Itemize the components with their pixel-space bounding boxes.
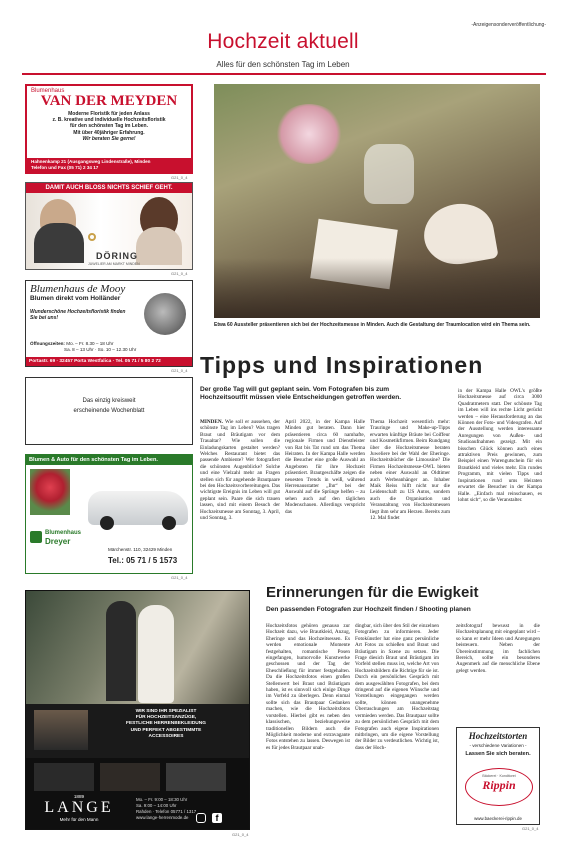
page-title: Hochzeit aktuell bbox=[207, 30, 359, 53]
ad-mooy-wish: Wunderschöne Hochzeitsfloristik finden Sie bei uns! bbox=[30, 309, 126, 321]
ad-dreyer-address: Märchenstr. 110, 32429 Minden bbox=[108, 547, 173, 552]
article1-title: Tipps und Inspirationen bbox=[200, 352, 484, 378]
article1-col2 bbox=[285, 419, 365, 515]
ad-lange-special: ACCESSOIRES bbox=[148, 733, 184, 739]
article1-lead: Der große Tag will gut geplant sein. Vom Fotografen bis zum Hochzeitsoutfit müssen viele Entscheidungen getroffen werden. bbox=[200, 386, 402, 402]
article1-col4 bbox=[458, 388, 542, 503]
ad-rippin bbox=[456, 727, 540, 825]
ad-meyden-address: Hahnenkamp 21 (Ausgangsweg Lindenstraße), Minden bbox=[31, 159, 151, 164]
ad-code: G21_0_4 bbox=[171, 368, 188, 373]
article2-text: dingbar, sich über den Stil der einzelnen Fotografen zu informieren. Jeder Fotokünstler hat eine ganz persönliche Art Fotos zu schießen und Braut und Bräutigam in Szene zu setzen. Die Frage diesich Braut und Bräutigam im Vorfeld stellen muss ist, welche Art von Hochzeitsbildern die Richtige für sie ist. Durch ein persönliches Gespräch mit dem ausgewählten Fotografen, bei dem dringend auf die eigenen Wünsche und Vorstellungen eingegangen werden sollte, können unangenehme Überraschungen am Hochzeitstag vermieden werden. Das Brautpaar sollte zu dem persönlichen Gespräch mit dem Fotografen auch eigene Inspirationen mitbringen, um die eigene Vorstellung der Bilder zu verdeutlichen. Wichtig ist, dass der Hoch- bbox=[355, 623, 439, 751]
ad-lange-phone: Rahden · Telefon 05771 / 1317 bbox=[136, 809, 197, 814]
ad-lange-hours: Mo. – Fr. 9:00 – 18:30 Uhr bbox=[136, 797, 188, 802]
ad-lange-special: WIR SIND IHR SPEZIALIST bbox=[135, 709, 197, 714]
ad-lange-web: www.lange-herrenmode.de bbox=[136, 815, 189, 820]
accessories-photo bbox=[166, 763, 226, 791]
car-photo bbox=[88, 491, 188, 525]
ad-rippin-web: www.baeckerei-rippin.de bbox=[474, 816, 522, 821]
ad-mooy-hours: Mo. – Fr. 8.30 – 18 Uhr bbox=[66, 341, 114, 346]
ad-dreyer-shop: Blumenhaus bbox=[45, 530, 82, 536]
store-photo bbox=[34, 710, 88, 750]
article2-col3 bbox=[456, 623, 540, 674]
article2-text: Hochzeitsfotos gehören genauso zur Hochzeit dazu, wie Brautkleid, Anzug, Eheringe und das Hochzeitsessen. Es werden emotionale Momente festgehalten, romantische Posen eingefangen, humorvolle Kunstwerke geschossen und der Tag der Eheschließung für immer festgehalten. Da die Hochzeitsfotos einen großen Stellenwert bei Braut und Bräutigam haben, ist es sinnvoll sich einige Dinge im Vorfeld zu überlegen. Denn einmal sollte sich das Brautpaar Gedanken machen, wie die Hochzeitsfotos vorstellen. Hierbei gibt es neben den klassischen, beziehungsweise traditionellen Bildern auch die Möglichkeit moderne und extravagante Fotos entstehen zu lassen. Deswegen ist es für jedes Brautpaar unab- bbox=[266, 623, 350, 751]
ad-van-der-meyden bbox=[25, 84, 193, 174]
ad-lange-hours: Sa. 9:00 – 14:00 Uhr bbox=[136, 803, 177, 808]
ad-code: G21_0_4 bbox=[171, 175, 188, 180]
ad-meyden-name: VAN DER MEYDEN bbox=[40, 93, 178, 109]
ring-icon bbox=[88, 233, 96, 241]
ad-dreyer-phone: Tel.: 05 71 / 5 1573 bbox=[108, 556, 178, 565]
ad-de-mooy bbox=[25, 280, 193, 367]
ad-meyden-phone: Telefon und Fax (05 71) 2 34 17 bbox=[31, 165, 99, 170]
ad-doring-banner: DAMIT AUCH BLOSS NICHTS SCHIEF GEHT. bbox=[26, 183, 192, 193]
article1-text: April 2022, in der Kampa Halle Minden gut beraten. Dann hier präsentieren circa 60 namhafte, regionale Firmen und Dienstleister von Rat bis Tat rund um das Thema Heiraten. In der Kampa Halle werden die Besucher eine große Auswahl an Angeboten für ihre Hochzeit präsentiert. Brautgeschäfte zeigen die neuesten Trends in weiß, während Herrenausstatter „Ihn“ bei der Auswahl auf die Sprünge helfen – zu sehen auch auf den täglichen Modenschauen. Allerdings verspricht das bbox=[285, 419, 365, 515]
ad-rippin-title: Hochzeitstorten bbox=[468, 731, 528, 741]
person-silhouette bbox=[136, 227, 182, 265]
ad-lange-special: UND PERFEKT ABGESTIMMTE bbox=[130, 727, 202, 733]
ad-rippin-cta: Lassen Sie sich beraten. bbox=[465, 751, 531, 757]
ad-rippin-logo: Rippin bbox=[482, 778, 516, 792]
ad-mooy-name: Blumenhaus de Mooy bbox=[30, 283, 126, 295]
ad-dreyer-name: Dreyer bbox=[45, 537, 71, 546]
ad-wochenblatt bbox=[25, 377, 193, 445]
article2-lead: Den passenden Fotografen zur Hochzeit finden / Shooting planen bbox=[266, 606, 471, 613]
ad-code: G21_0_4 bbox=[171, 271, 188, 276]
flower-logo-icon bbox=[30, 531, 42, 543]
ad-doring bbox=[25, 182, 193, 270]
ad-lange-year: 1889 bbox=[73, 794, 85, 799]
suits-photo bbox=[34, 763, 94, 791]
ad-rippin-kind: Bäckerei · Konditorei bbox=[482, 774, 516, 778]
supplement-kicker: -Anzeigensonderveröffentlichung- bbox=[471, 22, 546, 28]
ad-lange-logo: LANGE bbox=[44, 799, 114, 816]
ad-wochenblatt-line: erscheinende Wochenblatt bbox=[73, 408, 145, 414]
ad-lange-tag: Mehr für den Mann bbox=[59, 817, 99, 822]
facebook-icon: f bbox=[212, 813, 222, 823]
photo-caption: Etwa 60 Aussteller präsentieren sich bei der Hochzeitsmesse in Minden. Auch die Gestaltung der Traumlocation wird ein Thema sein. bbox=[214, 322, 531, 328]
ad-lange-special: FESTLICHE HERRENBEKLEIDUNG bbox=[126, 721, 206, 727]
rose-photo bbox=[144, 293, 186, 335]
bouquet-photo bbox=[30, 469, 70, 515]
article2-col1 bbox=[266, 623, 350, 751]
ad-mooy-footer: Portastr. 69 · 32457 Porta Westfalica · Tel. 05 71 / 5 80 2 72 bbox=[26, 357, 192, 366]
article2-title: Erinnerungen für die Ewigkeit bbox=[266, 584, 479, 601]
article1-text: Thema Hochzeit wesentlich mehr: Trauringe und Make-up-Tipps erwarten künftige Bräute bei Coiffeur und Kosmetikfirmen. Beim Rundgang über die Hochzeitsmesse beraten Juweliere bei der Wahl der Eheringe. Hochzeitsbücher die Limousine? Die Firmen Hochzeitsmesse-OWL bieten neben einer Auswahl an Oldtimer auch Werbeanhänger an. Inhaber Maik Reiss hilft nicht nur die Leidenschaft zu US Autos, sondern auch die Organisation und Veranstaltung von Hochzeitsmessen liegt ihm sehr am Herzen. Bereits zum 12. Mal findet bbox=[370, 419, 450, 522]
ad-doring-sub: JUWELIER AM MARKT MINDEN bbox=[88, 262, 140, 266]
article1-text: Wie soll er aussehen, der schönste Tag im Leben? Was tragen Braut und Bräutigam vor dem Traualtar? Wie sollen die Einladungskarten gestaltet werden? Welches Restaurant bietet das passende Ambiente? Wer fotografiert die schönsten Augenblicke? Solche und eine Vielzahl mehr an Fragen stellen sich für angehende Brautpaare bei den Hochzeitsvorbereitungen. Das wichtigste Ereignis im Leben will gut geplant sein. Paare die sich trauen lassen, sind mit einem Besuch der Hochzeitsmesse am Sonntag, 3. April, und Sonntag, 3. bbox=[200, 419, 280, 522]
header-rule bbox=[22, 73, 546, 75]
dateline: MINDEN. bbox=[200, 419, 223, 425]
couple-photo bbox=[26, 591, 249, 704]
article1-text: in der Kampa Halle OWL's größte Hochzeitsmesse auf circa 3000 Quadratmetern statt. Der schönste Tag im Leben will ins rechte Licht gerückt werden – eine Herausforderung an das Können der Foto- und Videografen. Auf der Ausstellung werden interessante Anregungen von Außen- und Studioaufnahmen gezeigt. Mit ein bisschen Glück können auch eines attraktiven Preis gewinnen, zum Beispiel einen Warengutschein für ein Brautkleid und vieles mehr. Ein rundes Programm, mit vielen Tipps und Inspirationen rund ums Heiraten erwartet die Besucher in der Kampa Halle. „Einfach mal reinschauen, es lohnt sich“, so die Veranstalter. bbox=[458, 388, 542, 503]
ad-mooy-tagline: Blumen direkt vom Holländer bbox=[30, 295, 121, 302]
ad-dreyer bbox=[25, 454, 193, 574]
person-silhouette bbox=[34, 223, 84, 263]
ad-mooy-hours: Sa. 8 – 13 Uhr · So. 10 – 12.30 Uhr bbox=[64, 346, 137, 352]
article1-col1 bbox=[200, 419, 280, 522]
shoes-photo bbox=[100, 763, 160, 791]
ad-lange-special: FÜR HOCHZEITSANZÜGE, bbox=[135, 715, 197, 721]
ad-meyden-line: für den schönsten Tag im Leben. bbox=[70, 123, 148, 130]
ad-rippin-sub: - verschiedene Variationen - bbox=[469, 743, 527, 748]
ad-dreyer-banner: Blumen & Auto für den schönsten Tag im Leben. bbox=[26, 455, 192, 465]
ad-wochenblatt-line: Das einzig kreisweit bbox=[82, 398, 136, 404]
ad-meyden-line: Mit über 40jähriger Erfahrung. bbox=[73, 129, 145, 136]
ad-code: G21_0_4 bbox=[171, 575, 188, 580]
ad-code: G21_0_4 bbox=[522, 826, 539, 831]
ad-meyden-line: Wir beraten Sie gerne! bbox=[82, 135, 136, 142]
page-subtitle: Alles für den schönsten Tag im Leben bbox=[216, 60, 350, 69]
ad-code: G21_0_4 bbox=[232, 832, 249, 837]
article2-text: zeitsfotograf bewusst in die Hochzeitsplanung mit eingeplant wird – so kann er mehr Ideen und Anregungen beisteuern. Neben der Übereinstimmung im fachlichen Bereich, sollte ein besonderes Augenmerk auf die menschliche Ebene gelegt werden. bbox=[456, 623, 540, 674]
wedding-decor-photo bbox=[214, 84, 540, 318]
ad-doring-logo: DÖRING bbox=[96, 251, 138, 261]
ad-lange bbox=[25, 590, 250, 830]
ad-mooy-hours-label: Öffnungszeiten: bbox=[30, 341, 65, 346]
article1-col3 bbox=[370, 419, 450, 522]
instagram-icon bbox=[196, 813, 206, 823]
ad-meyden-line: Moderne Floristik für jeden Anlass bbox=[68, 111, 150, 117]
article2-col2 bbox=[355, 623, 439, 751]
ad-meyden-line: z. B. kreative und individuelle Hochzeitsfloristik bbox=[52, 117, 166, 124]
ad-meyden-small: Blumenhaus bbox=[31, 88, 65, 94]
